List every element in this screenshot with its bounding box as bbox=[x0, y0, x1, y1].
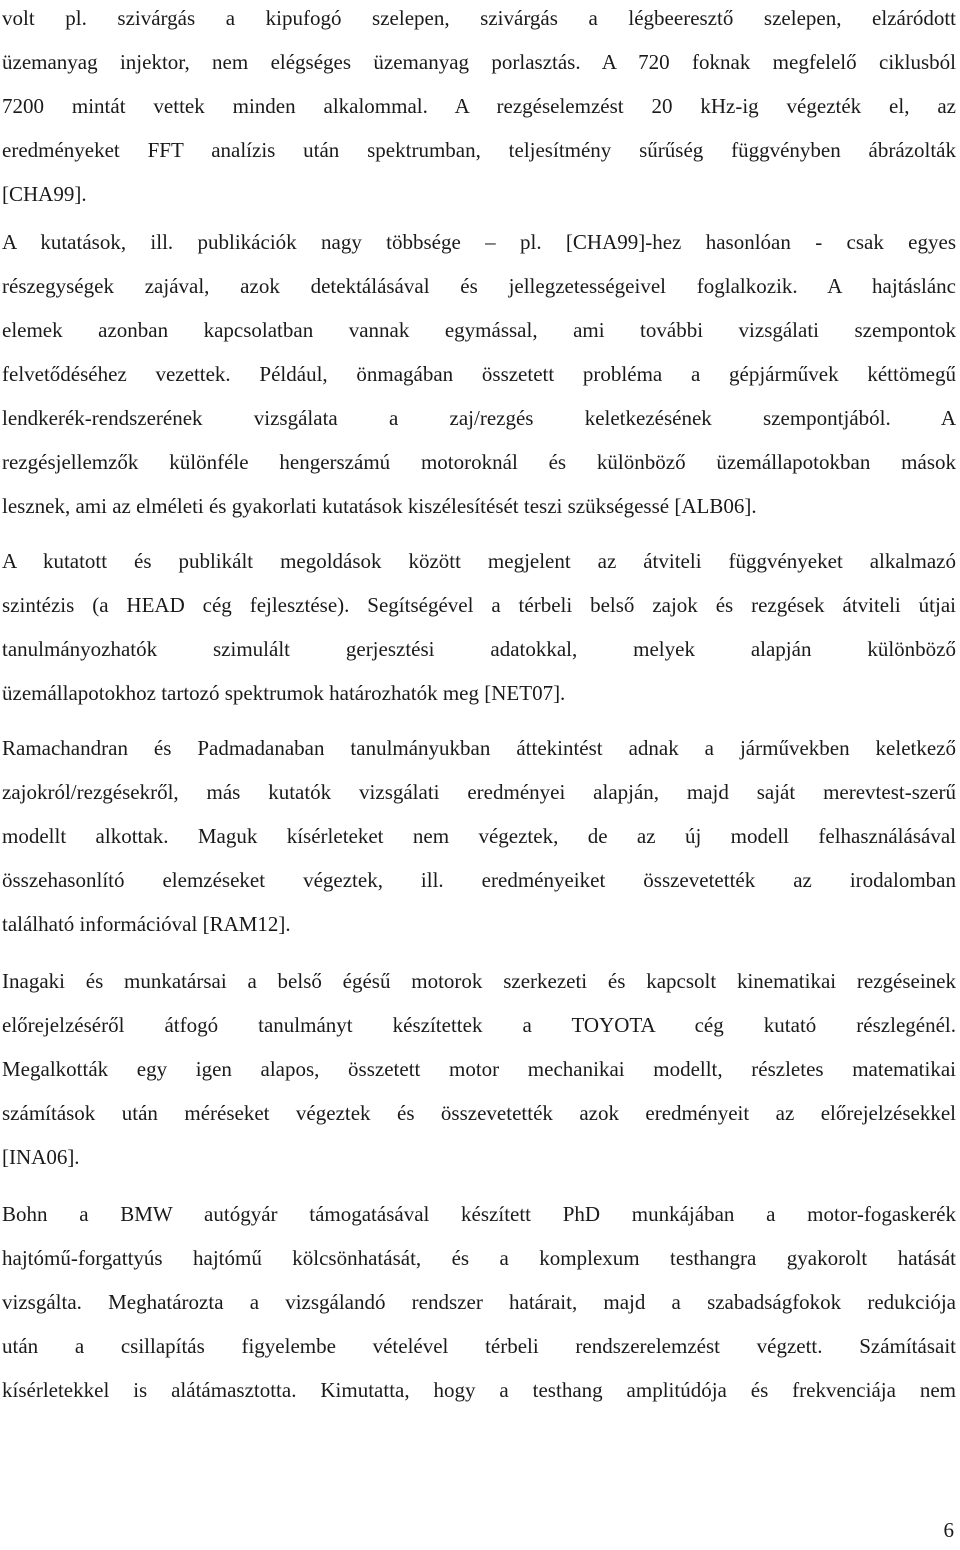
text-line: eredményeket FFT analízis után spektrumban, teljesítmény sűrűség függvényben ábrázolták bbox=[2, 138, 956, 162]
text-line: zajokról/rezgésekről, más kutatók vizsgálati eredményei alapján, majd saját merevtest-szerű bbox=[2, 780, 956, 804]
text-line: volt pl. szivárgás a kipufogó szelepen, szivárgás a légbeeresztő szelepen, elzáródott bbox=[2, 6, 956, 30]
text-line: összehasonlító elemzéseket végeztek, ill. eredményeiket összevetették az irodalomban bbox=[2, 868, 956, 892]
text-line: számítások után méréseket végeztek és összevetették azok eredményeit az előrejelzésekkel bbox=[2, 1101, 956, 1125]
paragraph-6 bbox=[2, 1192, 956, 1412]
text-line: előrejelzéséről átfogó tanulmányt készítettek a TOYOTA cég kutató részlegénél. bbox=[2, 1013, 956, 1037]
text-line: lendkerék-rendszerének vizsgálata a zaj/rezgés keletkezésének szempontjából. A bbox=[2, 406, 956, 430]
text-line: Bohn a BMW autógyár támogatásával készített PhD munkájában a motor-fogaskerék bbox=[2, 1202, 956, 1226]
text-line: felvetődéséhez vezettek. Például, önmagában összetett probléma a gépjárművek kéttömegű bbox=[2, 362, 956, 386]
text-line: 7200 mintát vettek minden alkalommal. A rezgéselemzést 20 kHz-ig végezték el, az bbox=[2, 94, 956, 118]
text-line: lesznek, ami az elméleti és gyakorlati kutatások kiszélesítését teszi szükségessé [ALB06]. bbox=[2, 494, 757, 518]
text-line: Megalkották egy igen alapos, összetett motor mechanikai modellt, részletes matematikai bbox=[2, 1057, 956, 1081]
text-line: A kutatások, ill. publikációk nagy többsége – pl. [CHA99]-hez hasonlóan - csak egyes bbox=[2, 230, 956, 254]
text-line: szintézis (a HEAD cég fejlesztése). Segítségével a térbeli belső zajok és rezgések átviteli útjai bbox=[2, 593, 956, 617]
text-line: elemek azonban kapcsolatban vannak egymással, ami további vizsgálati szempontok bbox=[2, 318, 956, 342]
text-line: A kutatott és publikált megoldások között megjelent az átviteli függvényeket alkalmazó bbox=[2, 549, 956, 573]
paragraph-2 bbox=[2, 220, 956, 528]
text-line: hajtómű-forgattyús hajtómű kölcsönhatását, és a komplexum testhangra gyakorolt hatását bbox=[2, 1246, 956, 1270]
text-line: Ramachandran és Padmadanaban tanulmányukban áttekintést adnak a járművekben keletkező bbox=[2, 736, 956, 760]
text-line: tanulmányozhatók szimulált gerjesztési adatokkal, melyek alapján különböző bbox=[2, 637, 956, 661]
text-line: kísérletekkel is alátámasztotta. Kimutatta, hogy a testhang amplitúdója és frekvenciája nem bbox=[2, 1378, 956, 1402]
text-line: üzemanyag injektor, nem elégséges üzemanyag porlasztás. A 720 foknak megfelelő ciklusból bbox=[2, 50, 956, 74]
text-line: rezgésjellemzők különféle hengerszámú motoroknál és különböző üzemállapotokban mások bbox=[2, 450, 956, 474]
text-line: Inagaki és munkatársai a belső égésű motorok szerkezeti és kapcsolt kinematikai rezgéseinek bbox=[2, 969, 956, 993]
text-line: található információval [RAM12]. bbox=[2, 912, 291, 936]
paragraph-5 bbox=[2, 959, 956, 1179]
paragraph-4 bbox=[2, 726, 956, 946]
text-line: után a csillapítás figyelembe vételével térbeli rendszerelemzést végzett. Számításait bbox=[2, 1334, 956, 1358]
text-line: modellt alkottak. Maguk kísérleteket nem végeztek, de az új modell felhasználásával bbox=[2, 824, 956, 848]
paragraph-3 bbox=[2, 539, 956, 715]
text-line: vizsgálta. Meghatározta a vizsgálandó rendszer határait, majd a szabadságfokok redukciója bbox=[2, 1290, 956, 1314]
page-number: 6 bbox=[943, 1518, 954, 1542]
text-line: [CHA99]. bbox=[2, 182, 87, 206]
paragraph-1 bbox=[2, 0, 956, 216]
text-line: [INA06]. bbox=[2, 1145, 80, 1169]
text-line: részegységek zajával, azok detektálásával és jellegzetességeivel foglalkozik. A hajtáslánc bbox=[2, 274, 956, 298]
text-line: üzemállapotokhoz tartozó spektrumok határozhatók meg [NET07]. bbox=[2, 681, 566, 705]
